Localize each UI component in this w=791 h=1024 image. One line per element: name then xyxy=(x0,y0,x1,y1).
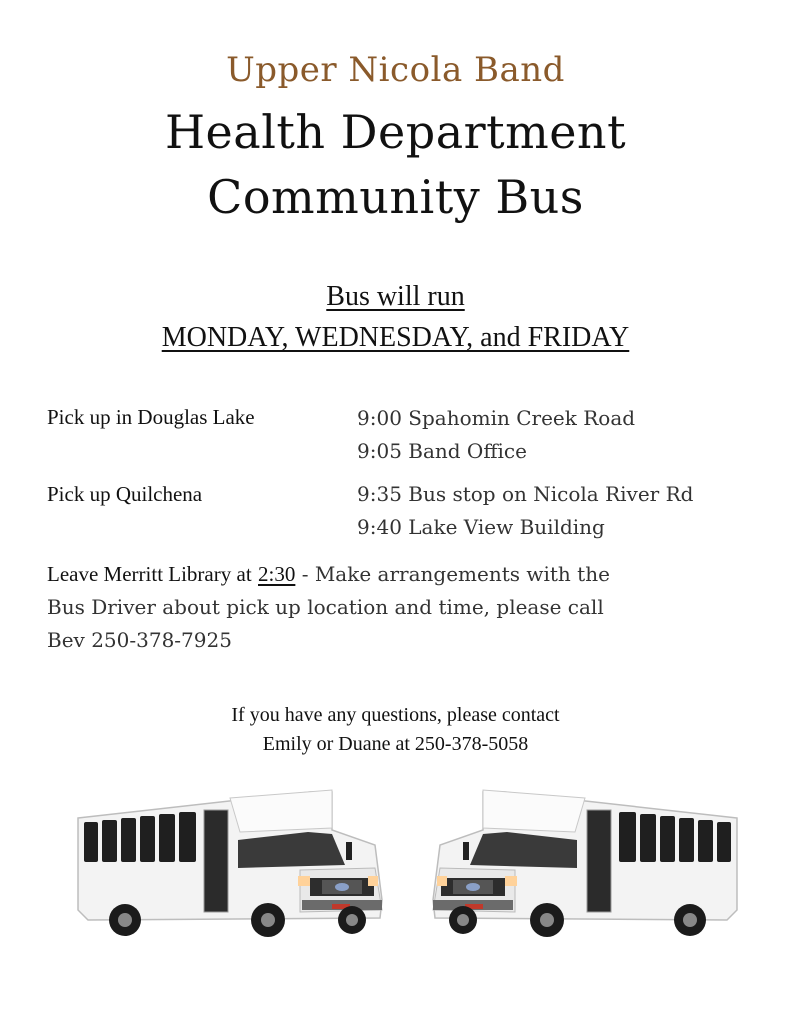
pickup-time: 9:05 Band Office xyxy=(357,439,527,463)
bus-image-left xyxy=(70,770,390,950)
org-name: Upper Nicola Band xyxy=(226,50,565,90)
return-lead: Leave Merritt Library at xyxy=(47,562,252,586)
pickup-time: 9:40 Lake View Building xyxy=(357,515,605,539)
pickup-time: 9:35 Bus stop on Nicola River Rd xyxy=(357,482,694,506)
pickup-location-quilchena: Pick up Quilchena xyxy=(47,482,203,506)
return-info xyxy=(47,558,747,657)
return-text: - Make arrangements with the xyxy=(295,562,610,586)
page-title-line1: Health Department xyxy=(164,105,627,159)
pickup-location-douglas-lake: Pick up in Douglas Lake xyxy=(47,405,255,429)
page-title-line2: Community Bus xyxy=(207,170,584,224)
bus-image-right xyxy=(425,770,745,950)
run-heading: Bus will run xyxy=(326,281,465,312)
return-text-line2: Bus Driver about pick up location and time, please call xyxy=(47,595,604,619)
run-days: MONDAY, WEDNESDAY, and FRIDAY xyxy=(161,322,630,353)
pickup-time: 9:00 Spahomin Creek Road xyxy=(357,406,636,430)
return-phone: Bev 250-378-7925 xyxy=(47,628,232,652)
contact-line1: If you have any questions, please contact xyxy=(231,704,560,726)
return-time: 2:30 xyxy=(258,562,296,586)
contact-line2: Emily or Duane at 250-378-5058 xyxy=(262,733,529,755)
